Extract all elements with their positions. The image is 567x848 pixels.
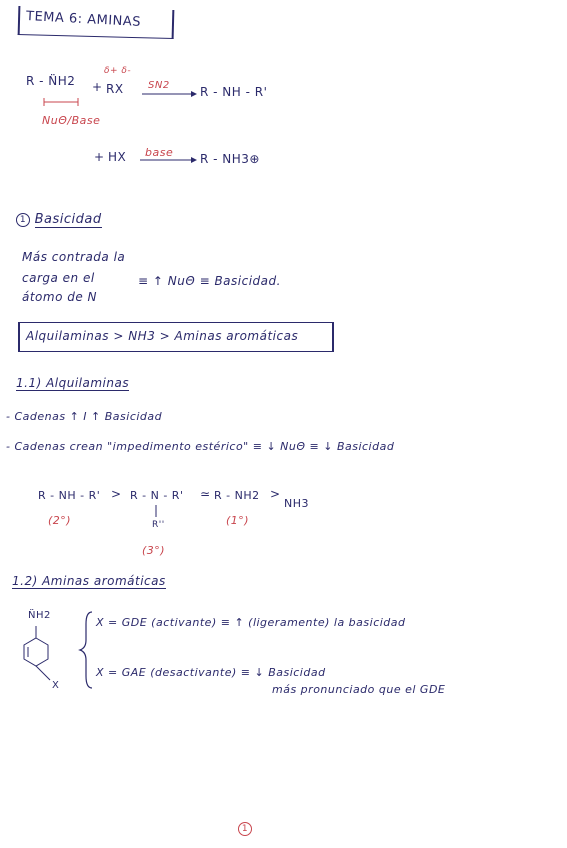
- aniline-nh2: N̈H2: [28, 610, 51, 621]
- basicity-line-3: átomo de N: [22, 290, 98, 304]
- reactant-amine: R - N̈H2: [26, 74, 76, 88]
- degree-secondary: (2°): [48, 514, 72, 527]
- plus-sign: +: [92, 80, 103, 94]
- plus-sign-2: +: [94, 150, 105, 164]
- subsection-1-1-heading: 1.1) Alquilaminas: [16, 376, 130, 390]
- approx-sign: ≃: [200, 487, 211, 501]
- degree-primary: (1°): [226, 514, 250, 527]
- product-ammonium: R - NH3⊕: [200, 152, 260, 166]
- page-title: TEMA 6: AMINAS: [25, 9, 142, 30]
- amine-secondary: R - NH - R': [38, 489, 101, 502]
- amine-tertiary-substituent: R'': [152, 520, 165, 530]
- partial-charges: δ+ δ-: [104, 66, 132, 76]
- substituent-x: X: [52, 680, 60, 691]
- degree-tertiary: (3°): [142, 544, 166, 557]
- section-1-title: Basicidad: [34, 212, 102, 227]
- gde-case: X = GDE (activante) ≡ ↑ (ligeramente) la basicidad: [96, 616, 406, 629]
- section-number: 1: [16, 213, 30, 227]
- basicity-line-1: Más contrada la: [22, 250, 126, 264]
- alkyl-bullet-2: - Cadenas crean "impedimento estérico" ≡ ↓ NuΘ ≡ ↓ Basicidad: [6, 440, 395, 453]
- nucleophile-bracket: [44, 98, 78, 106]
- nucleophile-base-label: NuΘ/Base: [42, 114, 101, 127]
- alkyl-bullet-1: - Cadenas ↑ I ↑ Basicidad: [6, 410, 163, 423]
- byproduct-hx: HX: [108, 150, 127, 164]
- reagent-rx: RX: [106, 82, 124, 96]
- product-secondary-amine: R - NH - R': [200, 85, 268, 99]
- condition-base: base: [145, 146, 174, 159]
- greater-than-2: >: [270, 487, 281, 501]
- basicity-order: Alquilaminas > NH3 > Aminas aromáticas: [26, 329, 299, 343]
- subsection-1-2-heading: 1.2) Aminas aromáticas: [12, 574, 166, 588]
- gae-case: X = GAE (desactivante) ≡ ↓ Basicidad: [96, 666, 326, 679]
- page-number: 1: [238, 822, 252, 836]
- ammonia: NH3: [284, 497, 309, 510]
- condition-sn2: SN2: [148, 80, 170, 91]
- amine-primary: R - NH2: [214, 489, 260, 502]
- benzene-ring-icon: [24, 626, 50, 680]
- gae-case-note: más pronunciado que el GDE: [272, 683, 446, 696]
- amine-tertiary: R - N - R': [130, 489, 184, 502]
- cases-brace: [80, 612, 92, 688]
- basicity-rule: ≡ ↑ NuΘ ≡ Basicidad.: [138, 274, 281, 288]
- basicity-line-2: carga en el: [22, 271, 95, 285]
- greater-than-1: >: [111, 487, 122, 501]
